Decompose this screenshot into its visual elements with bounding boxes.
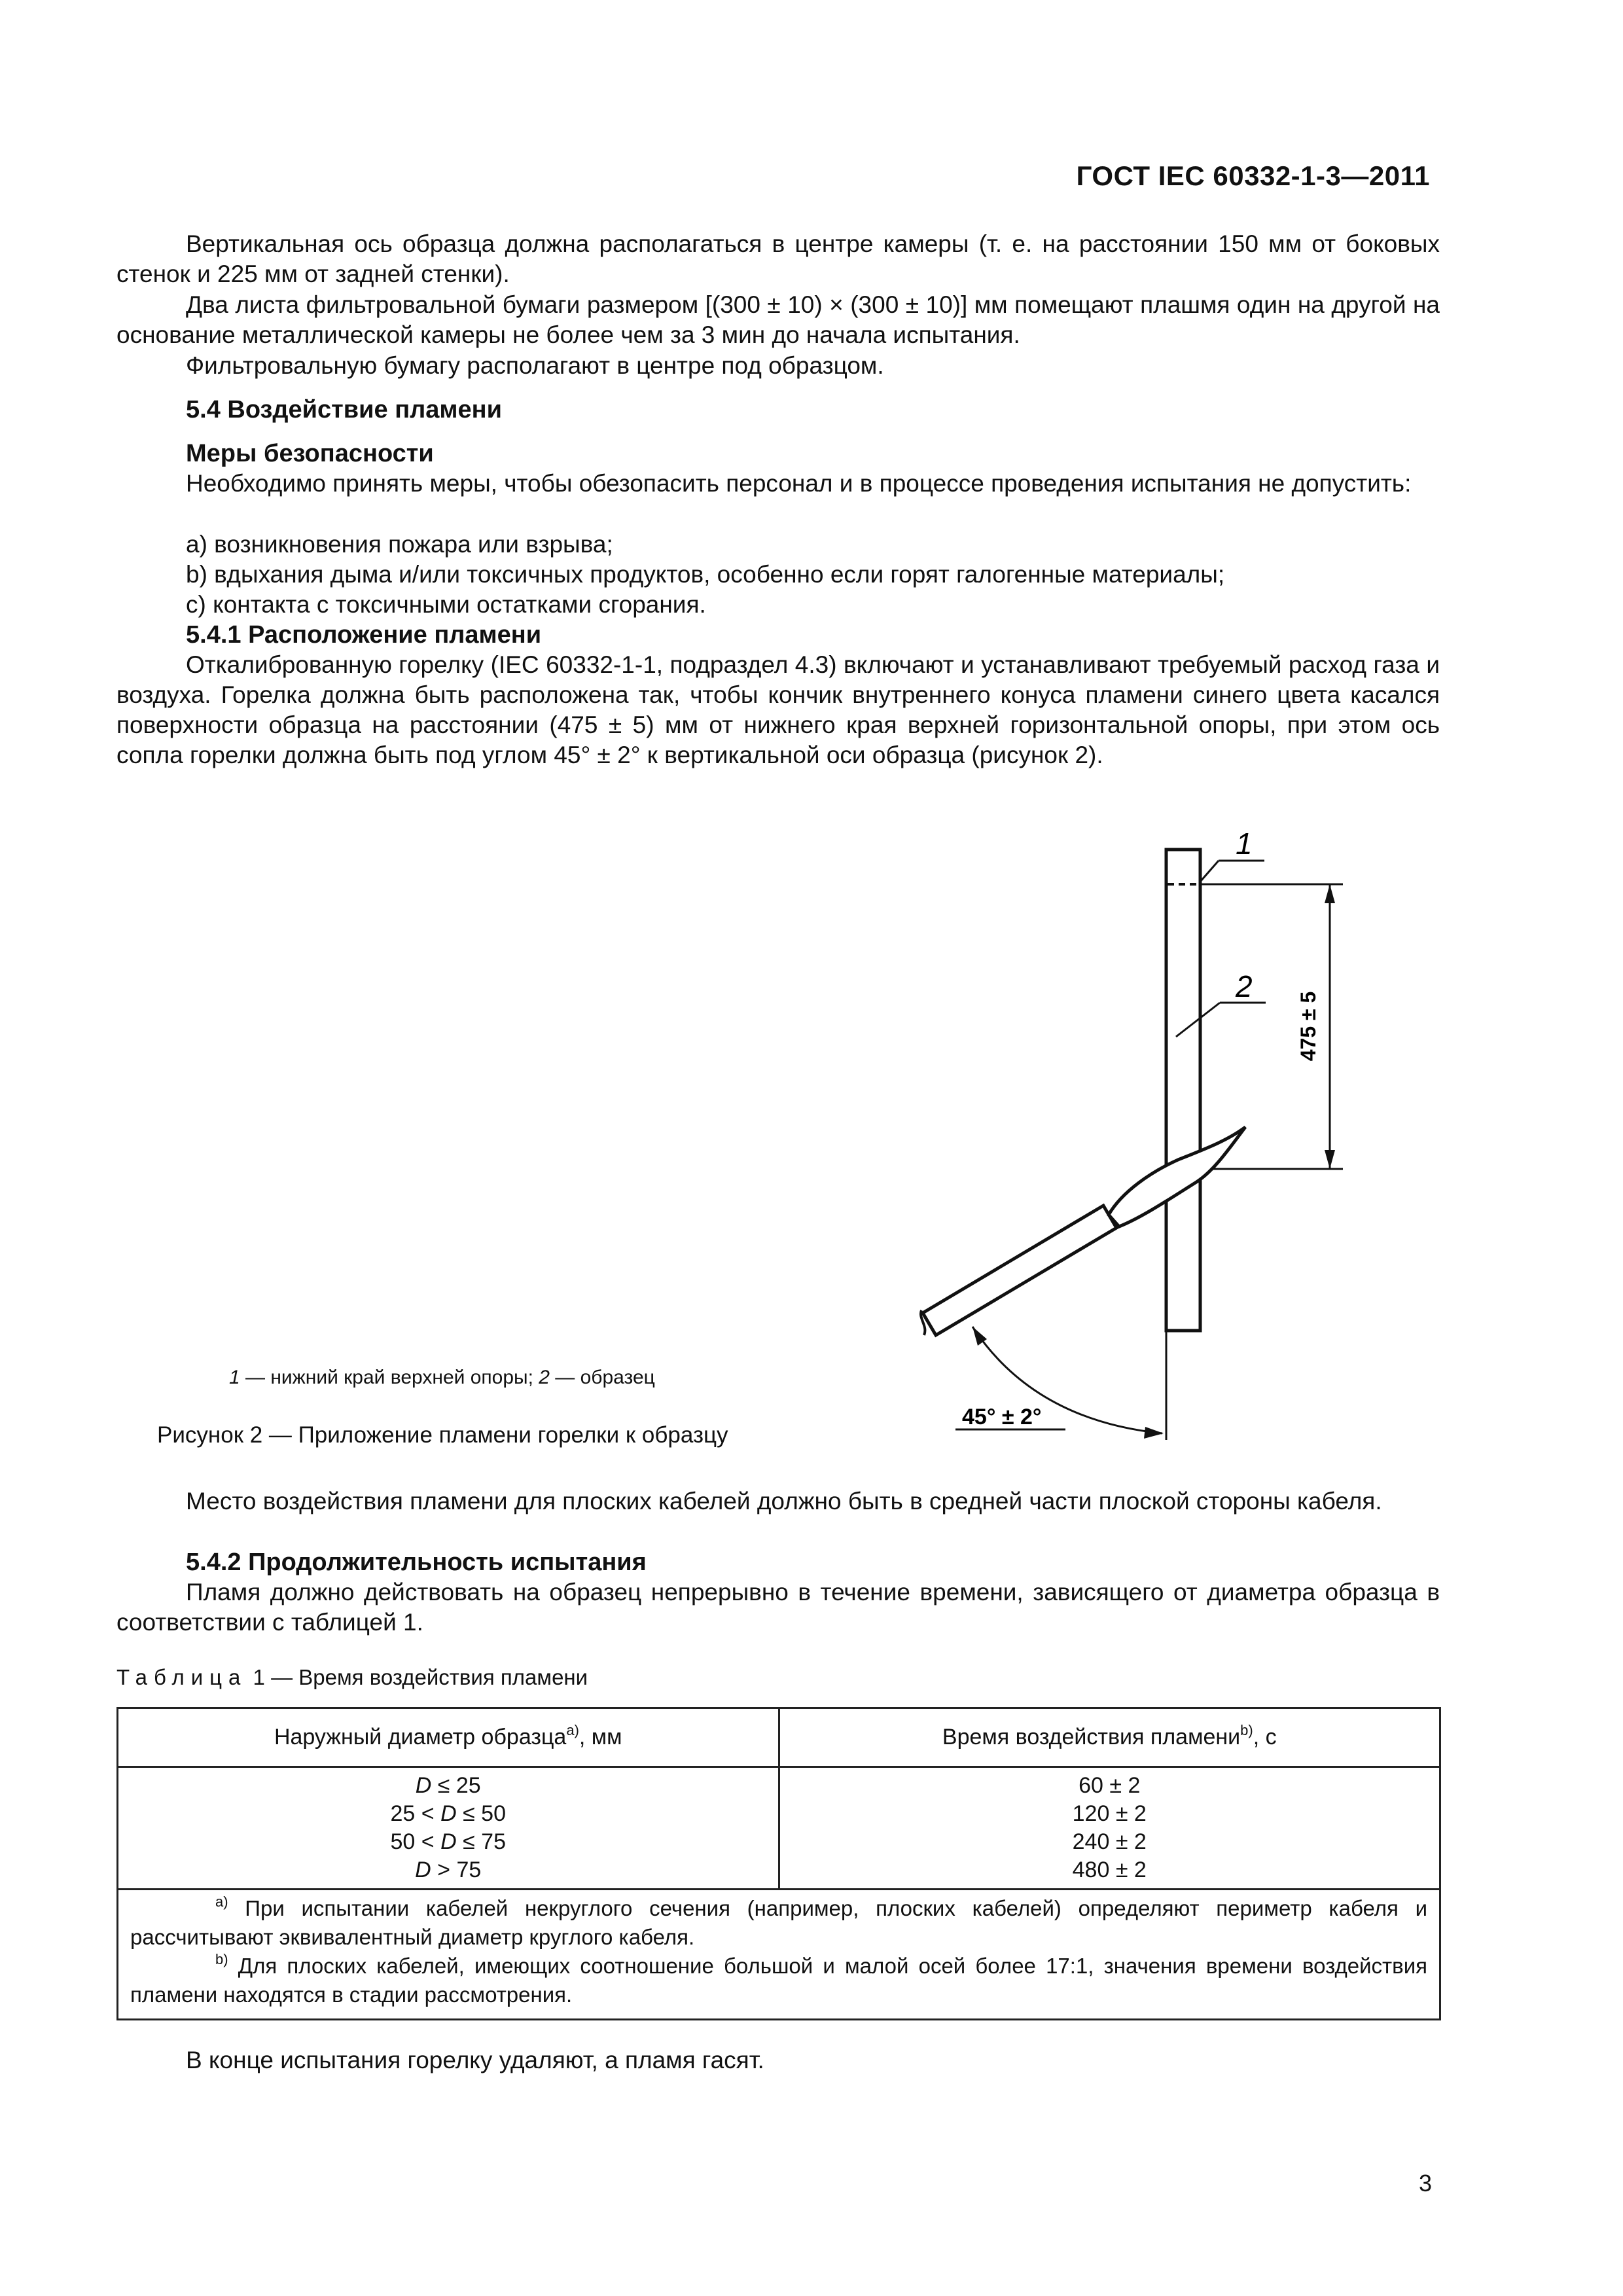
table-footnotes	[118, 1890, 1440, 2020]
table-cell-times	[779, 1767, 1440, 1890]
section-heading-5-4-2: 5.4.2 Продолжительность испытания	[186, 1549, 647, 1576]
table-row: 480 ± 2	[1072, 1857, 1147, 1882]
legend-number-2: 2	[539, 1367, 550, 1388]
paragraph-flame-position: Откалиброванную горелку (IEC 60332-1-1, подраздел 4.3) включают и устанавливают требуемый расход газа и воздуха. Горелка должна быть расположена так, чтобы кончик внутреннего конуса пламени синего цвета касался поверхности образца на расстоянии (475 ± 5) мм от нижнего края верхней горизонтальной опоры, при этом ось сопла горелки должна быть под углом 45° ± 2° к вертикальной оси образца (рисунок 2).	[116, 651, 1440, 768]
document-header: ГОСТ IEC 60332-1-3—2011	[1076, 160, 1430, 191]
list-item: а) возникновения пожара или взрыва;	[186, 531, 613, 558]
table-row: 60 ± 2	[1079, 1773, 1141, 1798]
table-row: 25 < D ≤ 50	[390, 1801, 506, 1826]
table-title-rest: 1 — Время воздействия пламени	[247, 1665, 588, 1689]
table-row: 120 ± 2	[1072, 1801, 1147, 1826]
section-heading-5-4-1: 5.4.1 Расположение пламени	[186, 621, 542, 649]
section-heading-5-4: 5.4 Воздействие пламени	[186, 396, 502, 423]
table-header-diameter: Наружный диаметр образца$^{a)}$, мм	[118, 1708, 779, 1767]
table-row: 240 ± 2	[1072, 1829, 1147, 1854]
paragraph-filter-paper: Два листа фильтровальной бумаги размером [(300 ± 10) × (300 ± 10)] мм помещают плашмя один на другой на основание металлической камеры не более чем за 3 мин до начала испытания.	[116, 291, 1440, 348]
angle-label: 45° ± 2°	[962, 1405, 1042, 1429]
paragraph-chamber-axis: Вертикальная ось образца должна располагаться в центре камеры (т. е. на расстоянии 150 мм от боковых стенок и 225 мм от задней стенки).	[116, 230, 1440, 287]
legend-number-1: 1	[229, 1367, 240, 1388]
paragraph-closing: В конце испытания горелку удаляют, а пламя гасят.	[186, 2047, 764, 2073]
list-item: c) контакта с токсичными остатками сгорания.	[186, 591, 706, 618]
table-row: 50 < D ≤ 75	[390, 1829, 506, 1854]
table-title	[116, 1665, 588, 1690]
label-2: 2	[1236, 969, 1253, 1003]
dimension-arrow-bottom	[1325, 1150, 1335, 1169]
figure-2-diagram	[903, 818, 1400, 1460]
paragraph-duration: Пламя должно действовать на образец непрерывно в течение времени, зависящего от диаметра образца в соответствии с таблицей 1.	[116, 1579, 1440, 1636]
list-item: b) вдыхания дыма и/или токсичных продуктов, особенно если горят галогенные материалы;	[186, 561, 1225, 588]
safety-heading: Меры безопасности	[186, 440, 434, 467]
table-cell-diameters	[118, 1767, 779, 1890]
paragraph-flat-cables: Место воздействия пламени для плоских кабелей должно быть в средней части плоской стороны кабеля.	[186, 1488, 1382, 1515]
burner-tube	[923, 1206, 1116, 1335]
table-title-word: Таблица	[116, 1665, 247, 1689]
leader-line-1	[1200, 861, 1219, 882]
legend-text-2: — образец	[549, 1367, 655, 1388]
safety-paragraph: Необходимо принять меры, чтобы обезопасить персонал и в процессе проведения испытания не допустить:	[186, 470, 1412, 497]
page-number: 3	[1418, 2170, 1432, 2197]
dimension-label: 475 ± 5	[1296, 991, 1320, 1062]
label-1: 1	[1236, 827, 1253, 861]
legend-text-1: — нижний край верхней опоры;	[240, 1367, 539, 1388]
table-row: D > 75	[415, 1857, 482, 1882]
table-row: D ≤ 25	[415, 1773, 481, 1798]
dimension-arrow-top	[1325, 884, 1335, 903]
leader-line-2	[1176, 1003, 1220, 1037]
figure-legend	[229, 1367, 655, 1389]
paragraph-filter-position: Фильтровальную бумагу располагают в центре под образцом.	[186, 352, 884, 379]
footnote-b: $^{b)}$ Для плоских кабелей, имеющих соотношение большой и малой осей более 17:1, значения времени воздействия пламени находятся в стадии рассмотрения.	[130, 1951, 1427, 2007]
sample-rect	[1166, 850, 1200, 1331]
figure-caption: Рисунок 2 — Приложение пламени горелки к образцу	[157, 1422, 728, 1448]
footnote-a: $^{a)}$ При испытании кабелей некруглого сечения (например, плоских кабелей) определяют периметр кабеля и рассчитывают эквивалентный диаметр круглого кабеля.	[130, 1893, 1427, 1949]
flame-time-table	[116, 1707, 1441, 2020]
angle-arrow-right	[1144, 1427, 1164, 1439]
table-header-time: Время воздействия пламени$^{b)}$, с	[779, 1708, 1440, 1767]
flame	[1109, 1127, 1245, 1227]
